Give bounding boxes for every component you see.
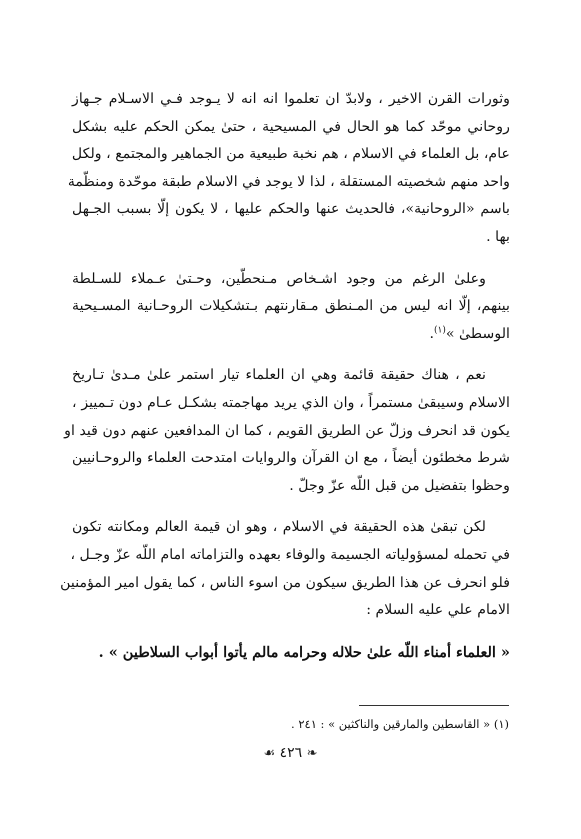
footnote: (١) « القاسطين والمارقين والناكثين » : ٢٤١ . xyxy=(291,717,509,731)
text-line: عام، بل العلماء في الاسلام ، هم نخبة طبيعية من الجماهير والمجتمع ، ولكل xyxy=(71,146,510,163)
text-line: شرط مخطئون أيضاً ، مع ان القرآن والروايات امتدحت العلماء والروحـانيين xyxy=(72,450,510,467)
text-line: الوسطىٰ » xyxy=(445,325,510,342)
text-line: الامام علي عليه السلام : xyxy=(366,602,510,619)
text-line: بينهم، إلّا انه ليس من المـنطق مـقارنتهم بـتشكيلات الروحـانية المسـيحية xyxy=(72,298,510,315)
text-line: يكون قد انحرف وزلّ عن الطريق القويم ، كما ان المدافعين عنهم دون قيد او xyxy=(64,422,510,439)
text-line: روحاني موحّد كما هو الحال في المسيحية ، حتىٰ يمكن الحكم عليه بشكل xyxy=(72,118,510,135)
hadith-quote: « العلماء أمناء اللّه علىٰ حلاله وحرامه مالم يأتوا أبواب السلاطين » . xyxy=(98,643,510,661)
text-line: الاسلام وسيبقىٰ مستمراً ، وان الذي يريد مهاجمته بشكـل عـام دون تـمييز ، xyxy=(72,394,510,411)
text-line: وعلىٰ الرغم من وجود اشـخاص مـنحطّين، وحـتىٰ عـملاء للسـلطة xyxy=(72,270,486,287)
text-line-with-footnote: الوسطىٰ »$^{(١)}$. xyxy=(429,325,510,342)
text-line: باسم «الروحانية»، فالحديث عنها والحكم عليها ، لا يكون إلّا بسبب الجـهل xyxy=(72,201,510,218)
text-line: بها . xyxy=(486,228,510,245)
text-line: وحظوا بتفضيل من قبل اللّه عزّ وجلّ . xyxy=(289,477,510,494)
text-line: واحد منهم شخصيته المستقلة ، لذا لا يوجد في الاسلام طبقة موحّدة ومنظّمة xyxy=(67,173,510,190)
ornament-icon: ❧ xyxy=(306,746,318,761)
body-text xyxy=(60,86,510,680)
footnote-divider xyxy=(359,705,509,706)
text-line: نعم ، هناك حقيقة قائمة وهي ان العلماء تيار استمر علىٰ مـدىٰ تـاريخ xyxy=(72,367,486,384)
ornament-icon: ☙ xyxy=(263,746,276,761)
page-number: ٤٢٦ xyxy=(279,745,303,761)
text-line: في تحمله لمسؤولياته الجسيمة والوفاء بعهده والتزاماته امام اللّه عزّ وجـل ، xyxy=(70,546,510,563)
text-line: لكن تبقىٰ هذه الحقيقة في الاسلام ، وهو ان قيمة العالم ومكانته تكون xyxy=(72,519,486,536)
paragraph xyxy=(60,514,510,624)
text-line: وثورات القرن الاخير ، ولابدّ ان تعلموا انه انه لا يـوجد فـي الاسـلام جـهاز xyxy=(72,91,510,107)
paragraph xyxy=(64,362,510,500)
paragraph xyxy=(67,86,510,252)
page-number-container xyxy=(0,745,581,761)
paragraph xyxy=(72,266,510,349)
text-line: فلو انحرف عن هذا الطريق سيكون من اسوء الناس ، كما يقول امير المؤمنين xyxy=(60,574,510,591)
footnote-reference[interactable]: (١) xyxy=(433,325,446,336)
